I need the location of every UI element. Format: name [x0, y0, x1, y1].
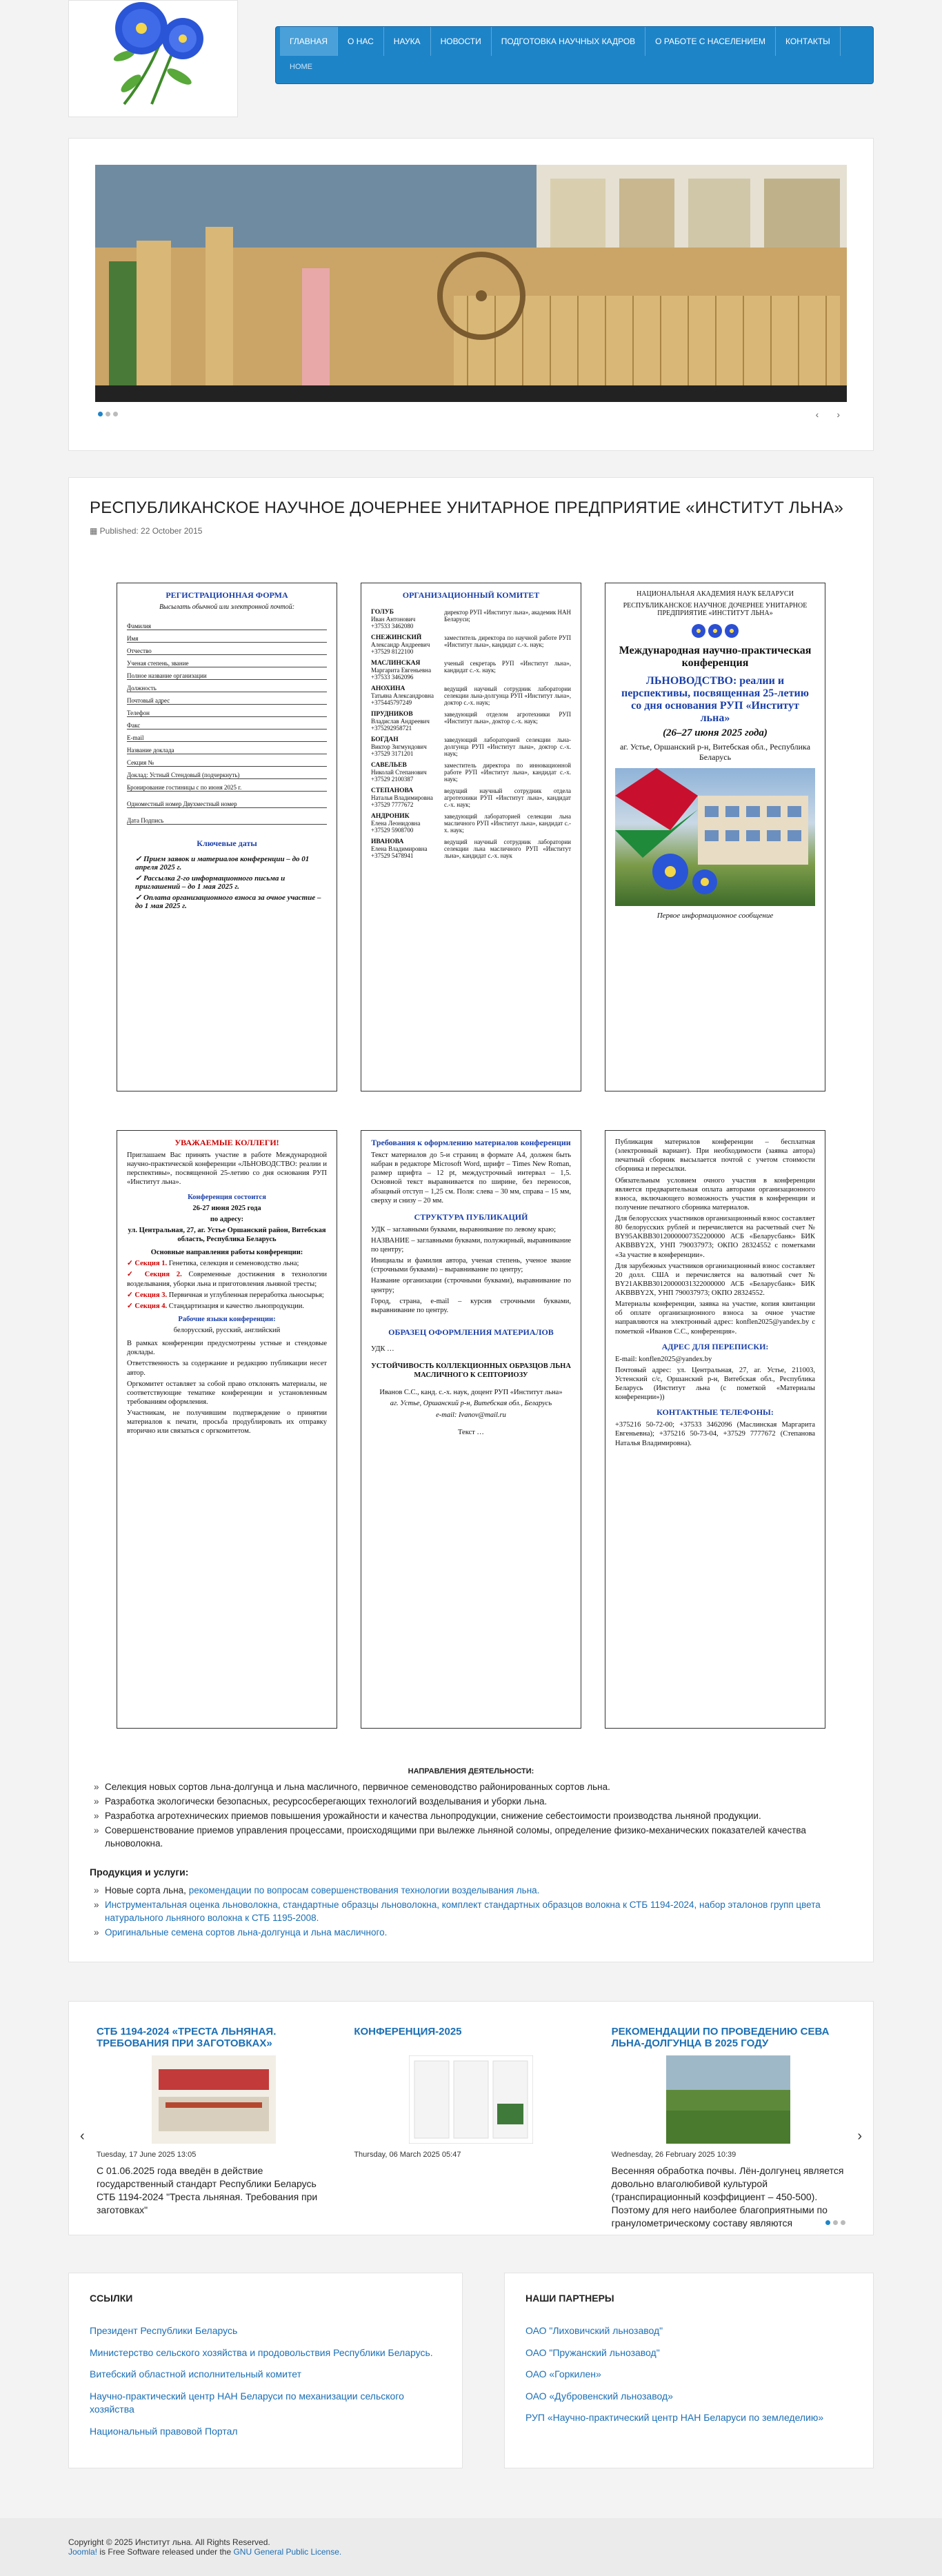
- license-line: Joomla! is Free Software released under the GNU General Public License.: [68, 2546, 342, 2557]
- joomla-link[interactable]: Joomla!: [68, 2546, 98, 2557]
- list-item: [90, 1899, 852, 1925]
- committee-member: ИВАНОВА Елена Владимировна +37529 5478941 ведущий научный сотрудник лаборатории селекции льна масличного РУП «Институт льна», кандидат с.-х. наук: [371, 838, 571, 859]
- nav-item-contacts[interactable]: КОНТАКТЫ: [776, 27, 841, 56]
- committee-member: БОГДАН Виктор Зигмундович +37529 3171201 заведующий лабораторией селекции льна-долгунца РУП «Институт льна», доктор с.-х. наук;: [371, 736, 571, 757]
- nav-item-home[interactable]: ГЛАВНАЯ: [280, 27, 338, 56]
- gpl-link[interactable]: GNU General Public License.: [233, 2546, 342, 2557]
- partner-link[interactable]: ОАО "Лиховичский льнозавод": [525, 2325, 663, 2337]
- partner-link[interactable]: ОАО «Дубровенский льнозавод»: [525, 2390, 673, 2402]
- form-field: Факс: [127, 718, 327, 729]
- publish-date: ▦ Published: 22 October 2015: [90, 526, 203, 536]
- news-thumbnail[interactable]: [666, 2055, 790, 2144]
- partners-panel: НАШИ ПАРТНЕРЫ ОАО "Лиховичский льнозавод" ОАО "Пружанский льнозавод" ОАО «Горкилен» ОАО «Дубровенский льнозавод» РУП «Научно-практический центр НАН Беларуси по земледелию»: [504, 2273, 874, 2468]
- form-field: Название доклада: [127, 743, 327, 754]
- partner-link[interactable]: ОАО "Пружанский льнозавод": [525, 2346, 660, 2358]
- committee-member: СНЕЖИНСКИЙ Александр Андреевич +37529 8122100 заместитель директора по научной работе РУП «Институт льна», кандидат с.-х. наук;: [371, 634, 571, 655]
- news-prev-icon[interactable]: ‹: [80, 2129, 85, 2144]
- partner-link[interactable]: РУП «Научно-практический центр НАН Беларуси по земледелию»: [525, 2412, 824, 2424]
- list-item: » Разработка агротехнических приемов повышения урожайности и качества льнопродукции, снижение себестоимости производства льняной продукции.: [90, 1810, 852, 1823]
- news-title[interactable]: РЕКОМЕНДАЦИИ ПО ПРОВЕДЕНИЮ СЕВА ЛЬНА-ДОЛГУНЦА В 2025 ГОДУ: [611, 2026, 830, 2049]
- news-title[interactable]: КОНФЕРЕНЦИЯ-2025: [354, 2026, 462, 2038]
- registration-fields: [127, 619, 327, 767]
- form-field: Должность: [127, 681, 327, 692]
- products-section: Продукция и услуги: » Новые сорта льна, рекомендации по вопросам совершенствования технологии возделывания льна. » Инструментальная оценка льноволокна, стандартные образцы льноволокна, комплект стандартных образцов волокна к СТБ 1194-2024, набор эталонов групп цвета натурального льняного волокна к СТБ 1195-2008. » Оригинальные семена сортов льна-долгунца и льна масличного.: [90, 1866, 852, 1940]
- list-item: » Новые сорта льна, рекомендации по вопросам совершенствования технологии возделывания льна.: [90, 1884, 852, 1898]
- form-field: Почтовый адрес: [127, 694, 327, 705]
- committee-member: ПРУДНИКОВ Владислав Андреевич +375292958721 заведующий отделом агротехники РУП «Институт льна», доктор с.-х. наук;: [371, 711, 571, 732]
- invitation-doc: УВАЖАЕМЫЕ КОЛЛЕГИ! Приглашаем Вас принять участие в работе Международной научно-практической конференции «ЛЬНОВОДСТВО: реалии и перспективы», посвященной 25-летию со дня основания РУП «Институт льна». Конференция состоится 26-27 июня 2025 года по адресу: ул. Центральная, 27, аг. Устье Оршанский район, Витебская область, Республика Беларусь Основные направления работы конференции: ✓ Секция 1. Генетика, селекция и семеноводство льна; ✓ Секция 2. Современные достижения в технологии возделывания, уборки льна и приготовления льняной тресты; ✓ Секция 3. Первичная и углубленная переработка льносырья; ✓ Секция 4. Стандартизация и качество льнопродукции. Рабочие языки конференции: белорусский, русский, английский В рамках конференции предусмотрены устные и стендовые доклады. Ответственность за содержание и редакцию публикации несет автор. Оргкомитет оставляет за собой право отклонять материалы, не соответствующие тематике конференции и установленным требованиям оформления. Участникам, не получившим подтверждение о принятии материалов к печати, просьба продублировать их отправку вторично или связаться с оргкомитетом.: [117, 1130, 337, 1729]
- header: [68, 0, 874, 117]
- form-field: Имя: [127, 632, 327, 643]
- committee-member: ГОЛУБ Иван Антонович +37533 3462080 директор РУП «Институт льна», академик НАН Беларуси;: [371, 609, 572, 630]
- product-link[interactable]: Инструментальная оценка льноволокна, стандартные образцы льноволокна, комплект стандартных образцов волокна к СТБ 1194-2024, набор эталонов групп цвета натурального льняного волокна к СТБ 1195-2008.: [105, 1900, 821, 1924]
- committee-member: САВЕЛЬЕВ Николай Степанович +37529 2100387 заместитель директора по инновационной работе РУП «Институт льна», кандидат с.-х. наук;: [371, 762, 571, 783]
- news-carousel: [68, 2001, 874, 2235]
- payment-info-doc: Публикация материалов конференции – бесплатная (электронный вариант). При необходимости (заявка автора) печатный сборник высылается почтой с учетом стоимости сборника и пересылки. Обязательным условием очного участия в конференции является предварительная оплата авторами организационного взноса, включающего возможность участия в конференции и получение печатного сборника материалов. Для белорусских участников организационный взнос составляет 80 белорусских рублей и перечисляется на расчетный счет № BY95AKBB30120000007352200000 АСБ «Беларусбанк» БИК AKBBBY2X, УНП 790037973; ОКПО 28324552 с пометками «За участие в конференции». Для зарубежных участников организационный взнос составляет 20 долл. США и перечисляется на валютный счет № BY21AKBB30120000031322000000 АСБ «Беларусбанк» БИК AKBBBY2X, УНП 790037973; ОКПО 28324552. Материалы конференции, заявка на участие, копия квитанции об оплате организационного взноса за очное участие направляются на электронный адрес: konflen2025@yandex.by с пометкой «Иванов С.С., конференция». АДРЕС ДЛЯ ПЕРЕПИСКИ: E-mail: konflen2025@yandex.by Почтовый адрес: ул. Центральная, 27, аг. Устье, 211003, Устенский с/с, Оршанский р-н, Витебская обл., Республика Беларусь (Институт льна (с пометкой «Материалы конференции»)) КОНТАКТНЫЕ ТЕЛЕФОНЫ: +375216 50-72-00; +37533 3462096 (Маслинская Маргарита Евгеньевна); +375216 50-73-04, +37529 7777672 (Степанова Наталья Владимировна).: [605, 1130, 825, 1729]
- form-field: Секция №: [127, 756, 327, 767]
- nav-item-about[interactable]: О НАС: [338, 27, 384, 56]
- conference-section: ✓ Секция 2. Современные достижения в технологии возделывания, уборки льна и приготовления льняной тресты;: [127, 1271, 328, 1288]
- registration-form-doc: РЕГИСТРАЦИОННАЯ ФОРМА Высылать обычной или электронной почтой: Фамилия Имя Отчество Ученая степень, звание Полное название организации Должность Почтовый адрес Телефон Факс E-mail Название доклада Секция № Доклад: Устный Стендовый (подчеркнуть) Бронирование гостиницы с по июня 2025 г. Одноместный номер Двухместный номер Дата Подпись Ключевые даты ✓ Прием заявок и материалов конференции – до 01 апреля 2025 г. ✓ Рассылка 2-го информационного письма и приглашений – до 1 мая 2025 г. ✓ Оплата организационного взноса за очное участие – до 1 мая 2025 г.: [117, 583, 337, 1091]
- news-dot[interactable]: [841, 2220, 845, 2225]
- external-link[interactable]: Президент Республики Беларусь: [90, 2325, 238, 2337]
- slider-arrows: [816, 409, 840, 420]
- form-field: Фамилия: [127, 619, 327, 630]
- news-dot[interactable]: [833, 2220, 838, 2225]
- news-dots: [825, 2220, 845, 2225]
- conference-cover-doc: НАЦИОНАЛЬНАЯ АКАДЕМИЯ НАУК БЕЛАРУСИ РЕСПУБЛИКАНСКОЕ НАУЧНОЕ ДОЧЕРНЕЕ УНИТАРНОЕ ПРЕДПРИЯТИЕ «ИНСТИТУТ ЛЬНА» Международная научно-практическая конференция ЛЬНОВОДСТВО: реалии и перспективы, посвященная 25-летию со дня основания РУП «Институт льна» (26–27 июня 2025 года) аг. Устье, Оршанский р-н, Витебская обл., Республика Беларусь Первое информационное сообщение: [605, 583, 825, 1091]
- product-link[interactable]: Оригинальные семена сортов льна-долгунца и льна масличного.: [105, 1927, 388, 1938]
- leaflet-row-1: [90, 583, 852, 1091]
- form-field: Телефон: [127, 706, 327, 717]
- nav-breadcrumb[interactable]: НОМЕ: [290, 63, 312, 71]
- main-article: [68, 477, 874, 1962]
- news-dot[interactable]: [825, 2220, 830, 2225]
- conference-section: ✓ Секция 1. Генетика, селекция и семеноводство льна;: [127, 1260, 299, 1268]
- copyright: Copyright © 2025 Институт льна. All Rights Reserved.: [68, 2537, 270, 2547]
- form-field: E-mail: [127, 731, 327, 742]
- product-link[interactable]: рекомендации по вопросам совершенствования технологии возделывания льна.: [188, 1885, 540, 1896]
- slider-dots: [98, 412, 118, 416]
- directions-section: НАПРАВЛЕНИЯ ДЕЯТЕЛЬНОСТИ: » Селекция новых сортов льна-долгунца и льна масличного, первичное семеноводство районированных сортов льна. » Разработка экологически безопасных, ресурсосберегающих технологий возделывания и уборки льна. » Разработка агротехнических приемов повышения урожайности и качества льнопродукции, снижение себестоимости производства льняной продукции. » Совершенствование приемов управления процессами, происходящими при вылежке льняной соломы, определение физико-механических показателей качества льноволокна.: [90, 1767, 852, 1850]
- partner-link[interactable]: ОАО «Горкилен»: [525, 2368, 601, 2380]
- form-field: Полное название организации: [127, 669, 327, 680]
- leaflet-row-2: [90, 1130, 852, 1729]
- organizing-committee-doc: ОРГАНИЗАЦИОННЫЙ КОМИТЕТ ГОЛУБ Иван Антонович +37533 3462080 директор РУП «Институт льна», академик НАН Беларуси; СНЕЖИНСКИЙ Александр Андреевич +37529 8122100 заместитель директора по научной работе РУП «Институт льна», кандидат с.-х. наук; МАСЛИНСКАЯ Маргарита Евгеньевна +37533 3462096 ученый секретарь РУП «Институт льна», кандидат с.-х. наук; АНОХИНА Татьяна Александровна +375445797249 ведущий научный сотрудник лаборатории селекции льна-долгунца РУП «Институт льна», доктор с.-х. наук; ПРУДНИКОВ Владислав Андреевич +375292958721 заведующий отделом агротехники РУП «Институт льна», доктор с.-х. наук; БОГДАН Виктор Зигмундович +37529 3171201 заведующий лабораторией селекции льна-долгунца РУП «Институт льна», доктор с.-х. наук; САВЕЛЬЕВ Николай Степанович +37529 2100387 заместитель директора по инновационной работе РУП «Институт льна», кандидат с.-х. наук; СТЕПАНОВА Наталья Владимировна +37529 7777672 ведущий научный сотрудник отдела агротехники РУП «Институт льна», кандидат с.-х. наук; АНДРОНИК Елена Леонидовна +37529 5908700 заведующий лабораторией селекции льна масличного РУП «Институт льна», кандидат с.-х. наук; ИВАНОВА Елена Владимировна +37529 5478941 ведущий научный сотрудник лаборатории селекции льна масличного РУП «Институт льна», кандидат с.-х. наук: [361, 583, 581, 1091]
- page-title: РЕСПУБЛИКАНСКОЕ НАУЧНОЕ ДОЧЕРНЕЕ УНИТАРНОЕ ПРЕДПРИЯТИЕ «ИНСТИТУТ ЛЬНА»: [90, 499, 844, 517]
- news-next-icon[interactable]: ›: [857, 2129, 862, 2144]
- committee-list: [371, 609, 571, 859]
- list-item: » Разработка экологически безопасных, ресурсосберегающих технологий возделывания и уборки льна.: [90, 1795, 852, 1809]
- form-field: Отчество: [127, 644, 327, 655]
- nav-item-training[interactable]: ПОДГОТОВКА НАУЧНЫХ КАДРОВ: [492, 27, 645, 56]
- nav-item-science[interactable]: НАУКА: [384, 27, 431, 56]
- nav-item-news[interactable]: НОВОСТИ: [431, 27, 492, 56]
- news-item: СТБ 1194-2024 «ТРЕСТА ЛЬНЯНАЯ. ТРЕБОВАНИЯ ПРИ ЗАГОТОВКАХ» Tuesday, 17 June 2025 13:05 С 01.06.2025 года введён в действие государственный стандарт Республики Беларусь СТБ 1194-2024 "Треста льняная. Требования при заготовках": [97, 2026, 330, 2229]
- slider-next-icon[interactable]: ›: [836, 409, 840, 420]
- links-panel: ССЫЛКИ Президент Республики Беларусь Министерство сельского хозяйства и продовольствия Республики Беларусь. Витебский областной исполнительный комитет Научно-практический центр НАН Беларуси по механизации сельского хозяйства Национальный правовой Портал: [68, 2273, 463, 2468]
- footer: [0, 2518, 942, 2576]
- news-item: РЕКОМЕНДАЦИИ ПО ПРОВЕДЕНИЮ СЕВА ЛЬНА-ДОЛГУНЦА В 2025 ГОДУ Wednesday, 26 February 2025 10:39 Весенняя обработка почвы. Лён-долгунец является довольно влаголюбивой культурой (транспирационный коэффициент – 450-500). Поэтому для него наиболее благоприятными по гранулометрическому составу являются: [612, 2026, 845, 2229]
- list-item: » Совершенствование приемов управления процессами, происходящими при вылежке льняной соломы, определение физико-механических показателей качества льноволокна.: [90, 1824, 852, 1851]
- slider-prev-icon[interactable]: ‹: [815, 409, 819, 420]
- news-title[interactable]: СТБ 1194-2024 «ТРЕСТА ЛЬНЯНАЯ. ТРЕБОВАНИЯ ПРИ ЗАГОТОВКАХ»: [97, 2026, 277, 2049]
- flax-flower-logo-icon: [69, 1, 239, 118]
- list-item: » Селекция новых сортов льна-долгунца и льна масличного, первичное семеноводство районированных сортов льна.: [90, 1781, 852, 1794]
- external-link[interactable]: Витебский областной исполнительный комитет: [90, 2368, 301, 2380]
- news-item: КОНФЕРЕНЦИЯ-2025 Thursday, 06 March 2025 05:47: [354, 2026, 588, 2229]
- calendar-icon: ▦: [90, 526, 100, 536]
- external-link[interactable]: Национальный правовой Портал: [90, 2425, 238, 2437]
- committee-member: АНОХИНА Татьяна Александровна +375445797249 ведущий научный сотрудник лаборатории селекции льна-долгунца РУП «Институт льна», доктор с.-х. наук;: [371, 685, 571, 706]
- news-thumbnail[interactable]: [152, 2055, 276, 2144]
- news-thumbnail[interactable]: [409, 2055, 533, 2144]
- image-slider: [68, 138, 874, 451]
- external-link[interactable]: Научно-практический центр НАН Беларуси по механизации сельского хозяйства: [90, 2390, 404, 2415]
- nav-item-community[interactable]: О РАБОТЕ С НАСЕЛЕНИЕМ: [645, 27, 776, 56]
- slider-dot[interactable]: [106, 412, 110, 416]
- slide-image: [95, 165, 847, 402]
- conference-section: ✓ Секция 4. Стандартизация и качество льнопродукции.: [127, 1302, 304, 1310]
- committee-member: МАСЛИНСКАЯ Маргарита Евгеньевна +37533 3462096 ученый секретарь РУП «Институт льна», кандидат с.-х. наук;: [371, 660, 571, 681]
- slider-dot[interactable]: [113, 412, 118, 416]
- conference-section: ✓ Секция 3. Первичная и углубленная переработка льносырья;: [127, 1291, 324, 1299]
- flax-flowers-icon: [615, 624, 815, 638]
- institute-photo: [615, 768, 815, 906]
- slider-dot[interactable]: [98, 412, 103, 416]
- form-field: Ученая степень, звание: [127, 656, 327, 667]
- committee-member: АНДРОНИК Елена Леонидовна +37529 5908700 заведующий лабораторией селекции льна масличного РУП «Институт льна», кандидат с.-х. наук;: [371, 813, 571, 834]
- committee-member: СТЕПАНОВА Наталья Владимировна +37529 7777672 ведущий научный сотрудник отдела агротехники РУП «Институт льна», кандидат с.-х. наук;: [371, 787, 571, 808]
- external-link[interactable]: Министерство сельского хозяйства и продовольствия Республики Беларусь.: [90, 2346, 433, 2358]
- list-item: [90, 1926, 852, 1940]
- requirements-doc: Требования к оформлению материалов конференции Текст материалов до 5-и страниц в формате А4, должен быть набран в редакторе Microsoft Word, шрифт – Times New Roman, размер шрифта – 12 pt, междустрочный интервал – 1,5. Основной текст выравнивается по ширине, без переносов, абзацный отступ – 1,25 см. Поля: слева – 30 мм, справа – 15 мм, сверху и снизу – 20 мм. СТРУКТУРА ПУБЛИКАЦИЙ УДК – заглавными буквами, выравнивание по левому краю; НАЗВАНИЕ – заглавными буквами, полужирный, выравнивание по центру; Инициалы и фамилия автора, ученая степень, ученое звание (строчными буквами) – выравнивание по центру; Название организации (строчными буквами), выравнивание по центру; Город, страна, e-mail – курсив строчными буквами, выравнивание по центру. ОБРАЗЕЦ ОФОРМЛЕНИЯ МАТЕРИАЛОВ УДК … УСТОЙЧИВОСТЬ КОЛЛЕКЦИОННЫХ ОБРАЗЦОВ ЛЬНА МАСЛИЧНОГО К СЕПТОРИОЗУ Иванов С.С., канд. с.-х. наук, доцент РУП «Институт льна» аг. Устье, Оршанский р-н, Витебская обл., Беларусь e-mail: Ivanov@mail.ru Текст …: [361, 1130, 581, 1729]
- site-logo[interactable]: [68, 0, 238, 117]
- links-row: [68, 2273, 874, 2468]
- main-nav: [275, 26, 874, 84]
